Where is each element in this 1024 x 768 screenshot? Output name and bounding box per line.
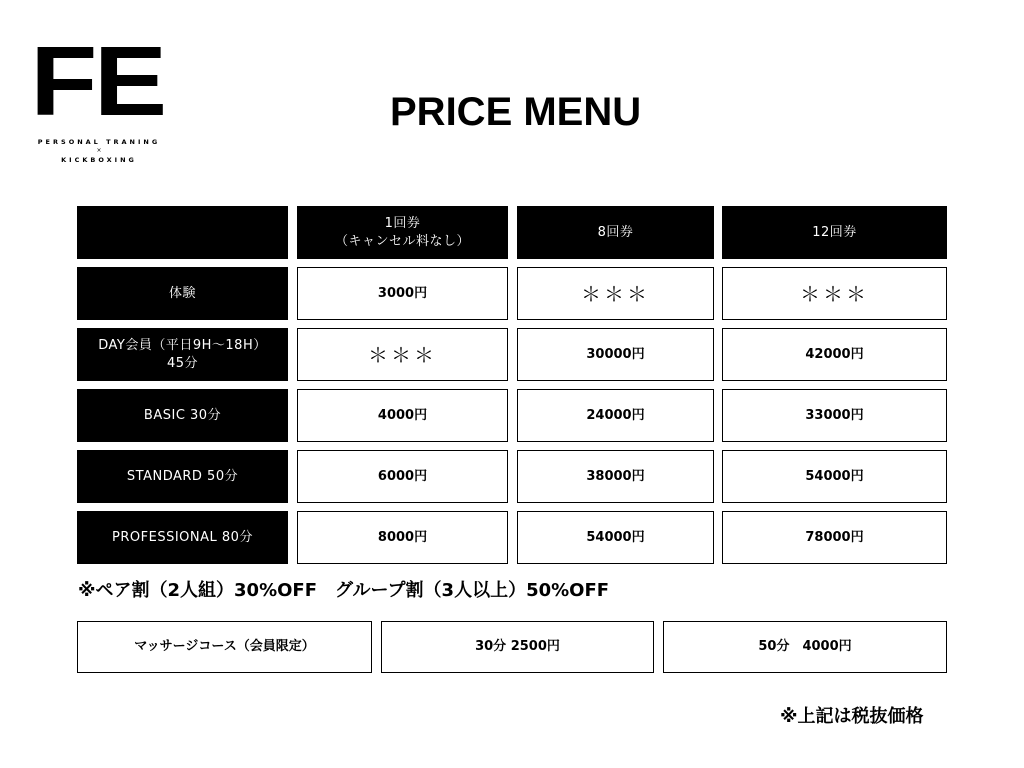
tax-note: ※上記は税抜価格	[780, 706, 924, 727]
massage-option-text: 50分 4000円	[758, 639, 852, 654]
row-label-trial	[77, 267, 288, 320]
price-cell	[297, 450, 508, 503]
price-value: 24000円	[586, 407, 645, 423]
price-value: 30000円	[586, 346, 645, 362]
price-cell	[722, 267, 947, 320]
row-label-day-member	[77, 328, 288, 381]
price-cell	[297, 328, 508, 381]
price-value: ＊＊＊	[368, 342, 437, 367]
row-label: 体験	[168, 285, 196, 301]
price-value: 54000円	[586, 529, 645, 545]
price-cell	[297, 267, 508, 320]
price-cell	[297, 511, 508, 564]
price-cell	[722, 450, 947, 503]
logo-tagline-kickboxing: KICKBOXING	[61, 156, 137, 164]
logo-mark: FE	[30, 26, 164, 136]
price-value: 3000円	[377, 285, 428, 301]
price-value: 54000円	[805, 468, 864, 484]
price-cell	[517, 267, 714, 320]
logo-separator: ×	[96, 147, 102, 154]
row-label-basic	[77, 389, 288, 442]
price-cell	[722, 328, 947, 381]
row-label: PROFESSIONAL 80分	[112, 529, 253, 545]
header-corner-cell	[77, 206, 288, 259]
row-label: STANDARD 50分	[126, 468, 239, 484]
price-value: ＊＊＊	[800, 281, 869, 306]
header-label: 1回券 （キャンセル料なし）	[334, 215, 470, 249]
price-value: 8000円	[377, 529, 428, 545]
massage-option-text: 30分 2500円	[475, 639, 560, 654]
row-label-professional	[77, 511, 288, 564]
row-label: BASIC 30分	[143, 407, 222, 423]
price-value: 78000円	[805, 529, 864, 545]
price-value: 6000円	[377, 468, 428, 484]
price-value: 42000円	[805, 346, 864, 362]
price-cell	[517, 389, 714, 442]
header-cell-12-ticket	[722, 206, 947, 259]
logo	[14, 26, 184, 164]
row-label-standard	[77, 450, 288, 503]
massage-option-50min	[663, 621, 947, 673]
price-cell	[517, 328, 714, 381]
header-cell-1-ticket	[297, 206, 508, 259]
massage-course-label	[77, 621, 372, 673]
header-cell-8-ticket	[517, 206, 714, 259]
price-value: 33000円	[805, 407, 864, 423]
price-cell	[722, 511, 947, 564]
price-value: 38000円	[586, 468, 645, 484]
massage-option-30min	[381, 621, 654, 673]
page-title: PRICE MENU	[390, 90, 642, 134]
price-value: 4000円	[377, 407, 428, 423]
header-label: 12回券	[812, 224, 857, 240]
price-cell	[517, 450, 714, 503]
price-value: ＊＊＊	[581, 281, 650, 306]
logo-tagline-personal-training: PERSONAL TRANING	[37, 138, 161, 146]
price-cell	[297, 389, 508, 442]
discount-note: ※ペア割（2人組）30%OFF グループ割（3人以上）50%OFF	[78, 580, 610, 601]
massage-label-text: マッサージコース（会員限定）	[134, 639, 315, 654]
header-label: 8回券	[597, 224, 634, 240]
price-cell	[722, 389, 947, 442]
row-label: DAY会員（平日9H〜18H） 45分	[98, 337, 267, 371]
price-cell	[517, 511, 714, 564]
